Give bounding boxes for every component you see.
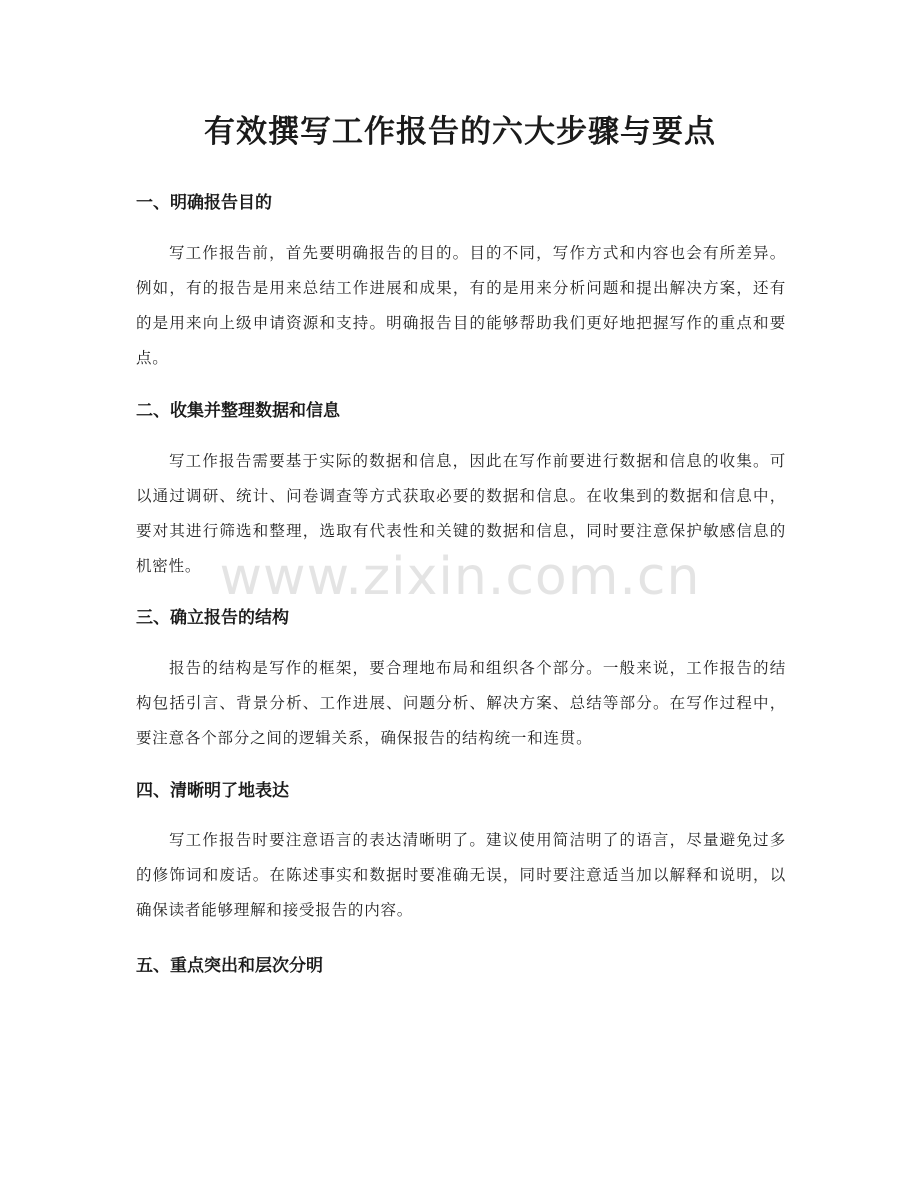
section-heading-3: 三、确立报告的结构: [136, 608, 289, 628]
section-body-2: 写工作报告需要基于实际的数据和信息，因此在写作前要进行数据和信息的收集。可以通过调研、统计、问卷调查等方式获取必要的数据和信息。在收集到的数据和信息中，要对其进行筛选和整理，选取有代表性和关键的数据和信息，同时要注意保护敏感信息的机密性。: [136, 452, 786, 575]
section-body-3: 报告的结构是写作的框架，要合理地布局和组织各个部分。一般来说，工作报告的结构包括引言、背景分析、工作进展、问题分析、解决方案、总结等部分。在写作过程中，要注意各个部分之间的逻辑关系，确保报告的结构统一和连贯。: [136, 659, 786, 747]
section-body-4: 写工作报告时要注意语言的表达清晰明了。建议使用简洁明了的语言，尽量避免过多的修饰词和废话。在陈述事实和数据时要准确无误，同时要注意适当加以解释和说明，以确保读者能够理解和接受报告的内容。: [136, 831, 786, 919]
section-heading-5: 五、重点突出和层次分明: [136, 956, 323, 976]
document-title: 有效撰写工作报告的六大步骤与要点: [204, 114, 716, 150]
section-heading-2: 二、收集并整理数据和信息: [136, 401, 340, 421]
section-heading-4: 四、清晰明了地表达: [136, 781, 289, 801]
section-body-1: 写工作报告前，首先要明确报告的目的。目的不同，写作方式和内容也会有所差异。例如，有的报告是用来总结工作进展和成果，有的是用来分析问题和提出解决方案，还有的是用来向上级申请资源和支持。明确报告目的能够帮助我们更好地把握写作的重点和要点。: [136, 244, 786, 367]
watermark: www.zixin.com.cn: [219, 547, 701, 607]
section-heading-1: 一、明确报告目的: [136, 193, 272, 213]
